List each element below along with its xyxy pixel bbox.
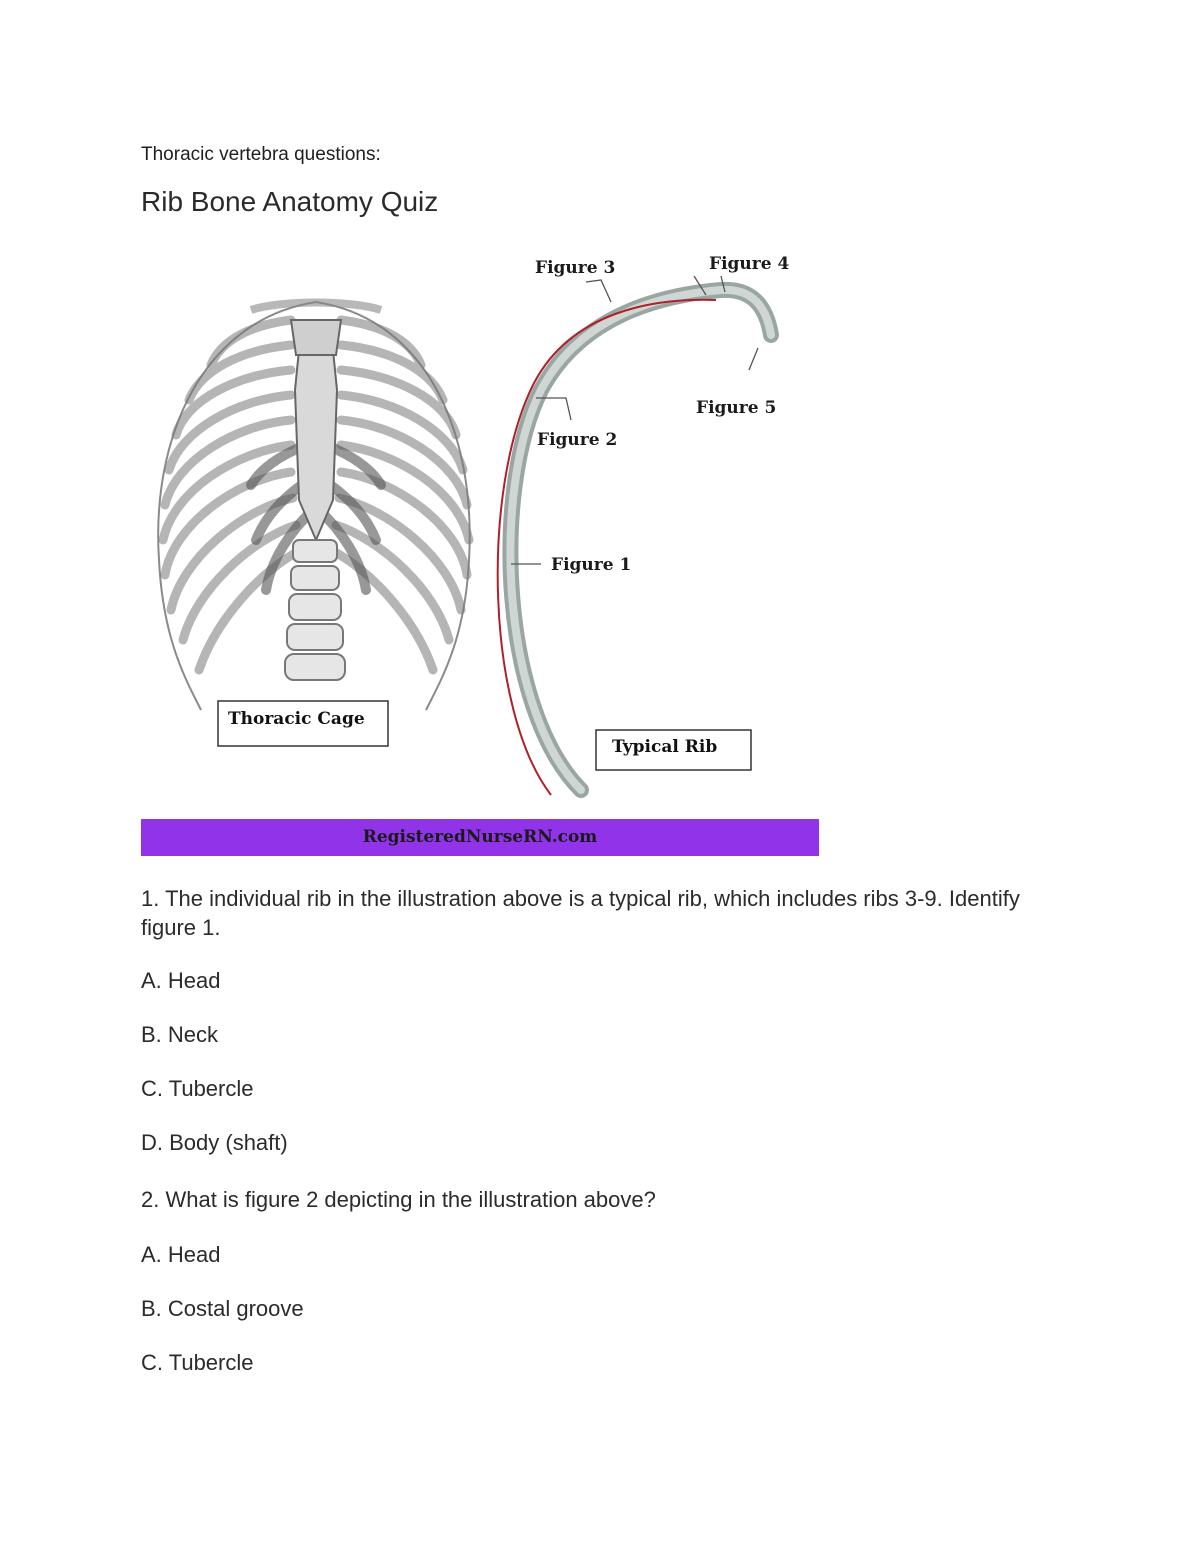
thoracic-cage-drawing bbox=[158, 302, 470, 746]
figure-1-label: Figure 1 bbox=[551, 555, 632, 575]
rib-anatomy-illustration bbox=[141, 240, 821, 860]
figure-3-label: Figure 3 bbox=[535, 258, 616, 278]
question-1-option-a: A. Head bbox=[141, 968, 221, 993]
figure-4-label: Figure 4 bbox=[709, 254, 790, 274]
quiz-title: Rib Bone Anatomy Quiz bbox=[141, 186, 439, 217]
question-1-text: 1. The individual rib in the illustration above is a typical rib, which includes ribs 3-9. Identify figure 1. bbox=[141, 886, 1020, 940]
question-1-option-b: B. Neck bbox=[141, 1022, 219, 1047]
site-banner-text: RegisteredNurseRN.com bbox=[362, 827, 598, 847]
figure-2-label: Figure 2 bbox=[537, 430, 618, 450]
question-2-text: 2. What is figure 2 depicting in the illustration above? bbox=[141, 1187, 656, 1212]
question-2-option-c: C. Tubercle bbox=[141, 1350, 254, 1375]
typical-rib-drawing bbox=[498, 254, 790, 795]
thoracic-cage-label: Thoracic Cage bbox=[228, 709, 365, 729]
figure-5-label: Figure 5 bbox=[696, 398, 777, 418]
typical-rib-label: Typical Rib bbox=[612, 737, 718, 757]
section-subtitle: Thoracic vertebra questions: bbox=[141, 144, 381, 165]
question-1-option-c: C. Tubercle bbox=[141, 1076, 254, 1101]
question-2-option-b: B. Costal groove bbox=[141, 1296, 304, 1321]
question-2-option-a: A. Head bbox=[141, 1242, 221, 1267]
question-1-option-d: D. Body (shaft) bbox=[141, 1130, 288, 1155]
